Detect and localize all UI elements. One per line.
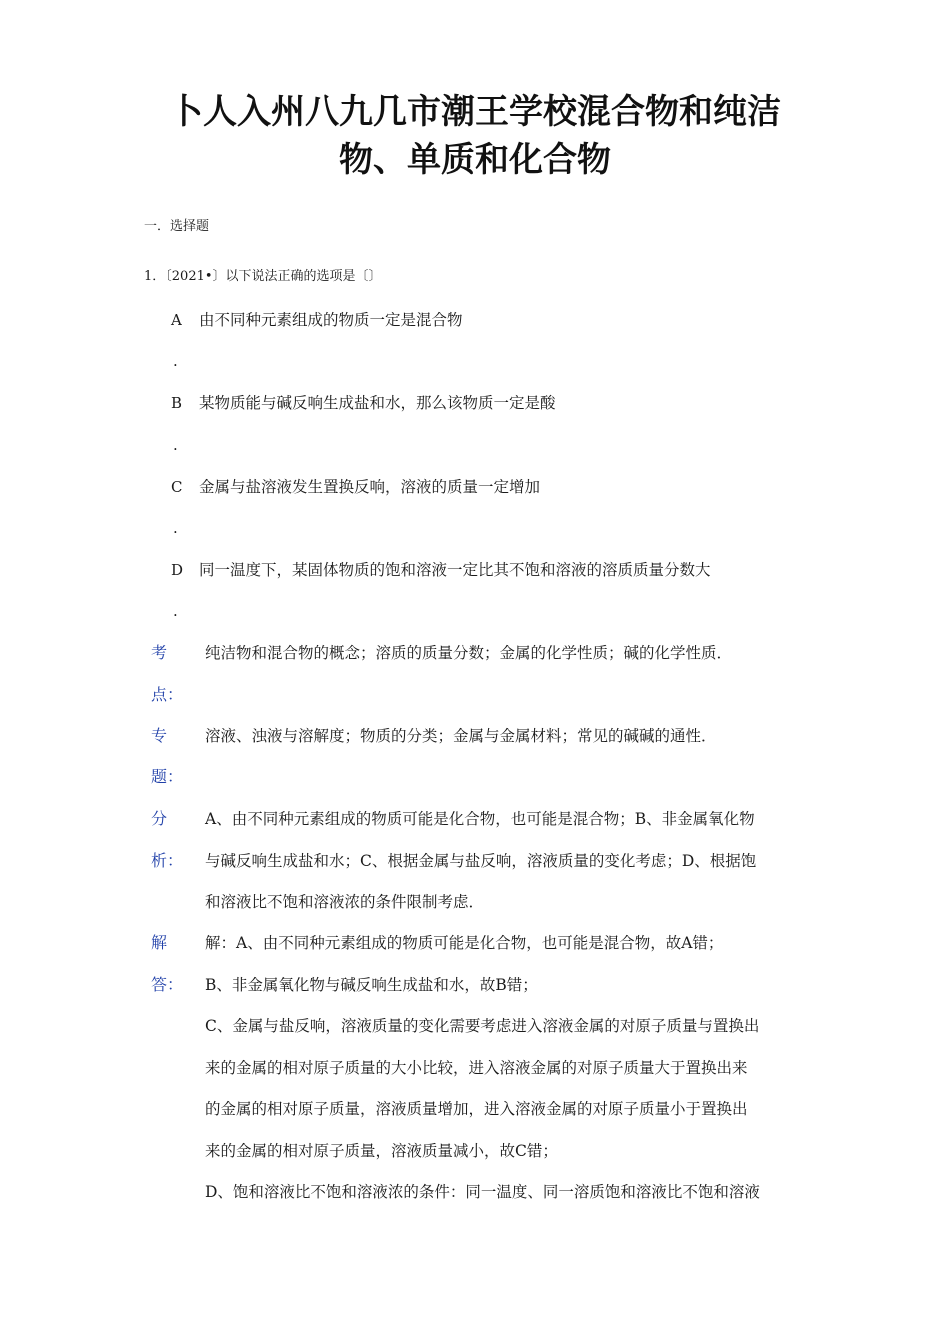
section-heading: 一．选择题	[144, 219, 210, 234]
fenxi-label-1: 分	[151, 809, 168, 828]
jieda-label-2: 答：	[151, 975, 184, 994]
option-b-letter: B	[171, 394, 183, 412]
jieda-line: D、饱和溶液比不饱和溶液浓的条件：同一温度、同一溶质饱和溶液比不饱和溶液	[205, 1183, 760, 1201]
fenxi-line: 与碱反响生成盐和水；C、根据金属与盐反响，溶液质量的变化考虑；D、根据饱	[205, 852, 757, 870]
option-a-text: 由不同种元素组成的物质一定是混合物	[199, 311, 463, 329]
jieda-line: 的金属的相对原子质量，溶液质量增加，进入溶液金属的对原子质量小于置换出	[205, 1100, 748, 1118]
zhuanti-label-1: 专	[151, 726, 168, 745]
kaodian-text: 纯洁物和混合物的概念；溶质的质量分数；金属的化学性质；碱的化学性质．	[205, 644, 733, 662]
kaodian-label-2: 点：	[151, 685, 184, 704]
jieda-line: B、非金属氧化物与碱反响生成盐和水，故B错；	[205, 976, 538, 994]
option-c-text: 金属与盐溶液发生置换反响，溶液的质量一定增加	[199, 478, 541, 496]
option-d-dot: .	[173, 602, 178, 620]
page-title-line-2: 物、单质和化合物	[339, 140, 611, 180]
jieda-label-1: 解	[151, 933, 168, 952]
jieda-line: 来的金属的相对原子质量的大小比较，进入溶液金属的对原子质量大于置换出来	[205, 1059, 748, 1077]
jieda-line: 解：A、由不同种元素组成的物质可能是化合物，也可能是混合物，故A错；	[205, 934, 724, 952]
zhuanti-label-2: 题：	[151, 767, 184, 786]
option-d-letter: D	[171, 561, 184, 579]
question-stem: 1．〔2021•〕以下说法正确的选项是〔〕	[144, 269, 382, 284]
option-b-dot: .	[173, 436, 178, 454]
fenxi-line: 和溶液比不饱和溶液浓的条件限制考虑．	[205, 893, 485, 911]
option-c-letter: C	[171, 478, 183, 496]
option-d-text: 同一温度下，某固体物质的饱和溶液一定比其不饱和溶液的溶质质量分数大	[199, 561, 711, 579]
option-a-dot: .	[173, 352, 178, 370]
zhuanti-text: 溶液、浊液与溶解度；物质的分类；金属与金属材料；常见的碱碱的通性．	[205, 727, 717, 745]
fenxi-line: A、由不同种元素组成的物质可能是化合物，也可能是混合物；B、非金属氧化物	[205, 810, 755, 828]
option-b-text: 某物质能与碱反响生成盐和水，那么该物质一定是酸	[199, 394, 556, 412]
jieda-line: 来的金属的相对原子质量，溶液质量减小，故C错；	[205, 1142, 558, 1160]
kaodian-label-1: 考	[151, 643, 168, 662]
jieda-line: C、金属与盐反响，溶液质量的变化需要考虑进入溶液金属的对原子质量与置换出	[205, 1017, 760, 1035]
fenxi-label-2: 析：	[151, 851, 184, 870]
option-c-dot: .	[173, 519, 178, 537]
option-a-letter: A	[171, 311, 182, 329]
page-title-line-1: 卜人入州八九几市潮王学校混合物和纯洁	[169, 92, 781, 132]
